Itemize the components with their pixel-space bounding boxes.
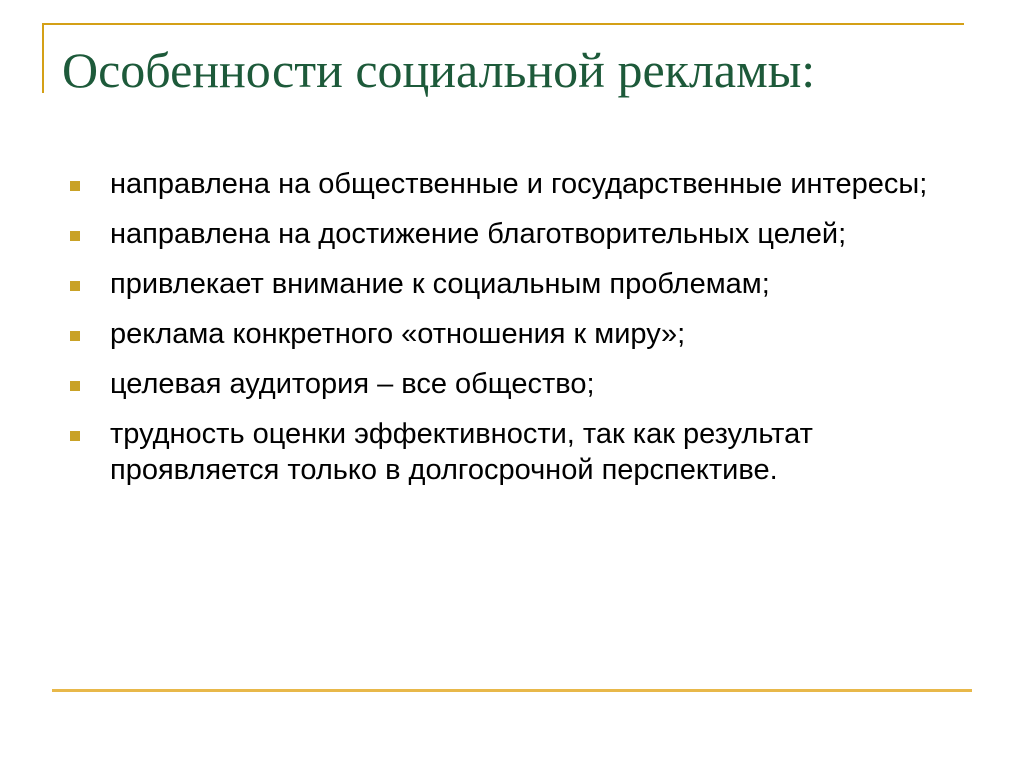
bullet-item: [70, 216, 950, 252]
top-decorative-line: [42, 23, 964, 25]
bullet-item: [70, 266, 950, 302]
slide-title: Особенности социальной рекламы:: [62, 42, 816, 98]
bottom-decorative-line: [52, 689, 972, 692]
bullet-text: направлена на достижение благотворительных целей;: [110, 218, 847, 250]
bullet-text: целевая аудитория – все общество;: [110, 368, 595, 400]
bullet-list: [70, 166, 950, 502]
square-bullet-icon: [70, 231, 80, 241]
square-bullet-icon: [70, 281, 80, 291]
square-bullet-icon: [70, 431, 80, 441]
bullet-text: реклама конкретного «отношения к миру»;: [110, 318, 686, 350]
bullet-text: привлекает внимание к социальным проблемам;: [110, 268, 770, 300]
bullet-item: [70, 416, 950, 488]
bullet-text: трудность оценки эффективности, так как результат проявляется только в долгосрочной перспективе.: [110, 418, 813, 486]
square-bullet-icon: [70, 381, 80, 391]
bullet-text: направлена на общественные и государственные интересы;: [110, 168, 928, 200]
bullet-item: [70, 166, 950, 202]
square-bullet-icon: [70, 181, 80, 191]
bullet-item: [70, 316, 950, 352]
bullet-item: [70, 366, 950, 402]
square-bullet-icon: [70, 331, 80, 341]
left-decorative-line: [42, 23, 44, 93]
